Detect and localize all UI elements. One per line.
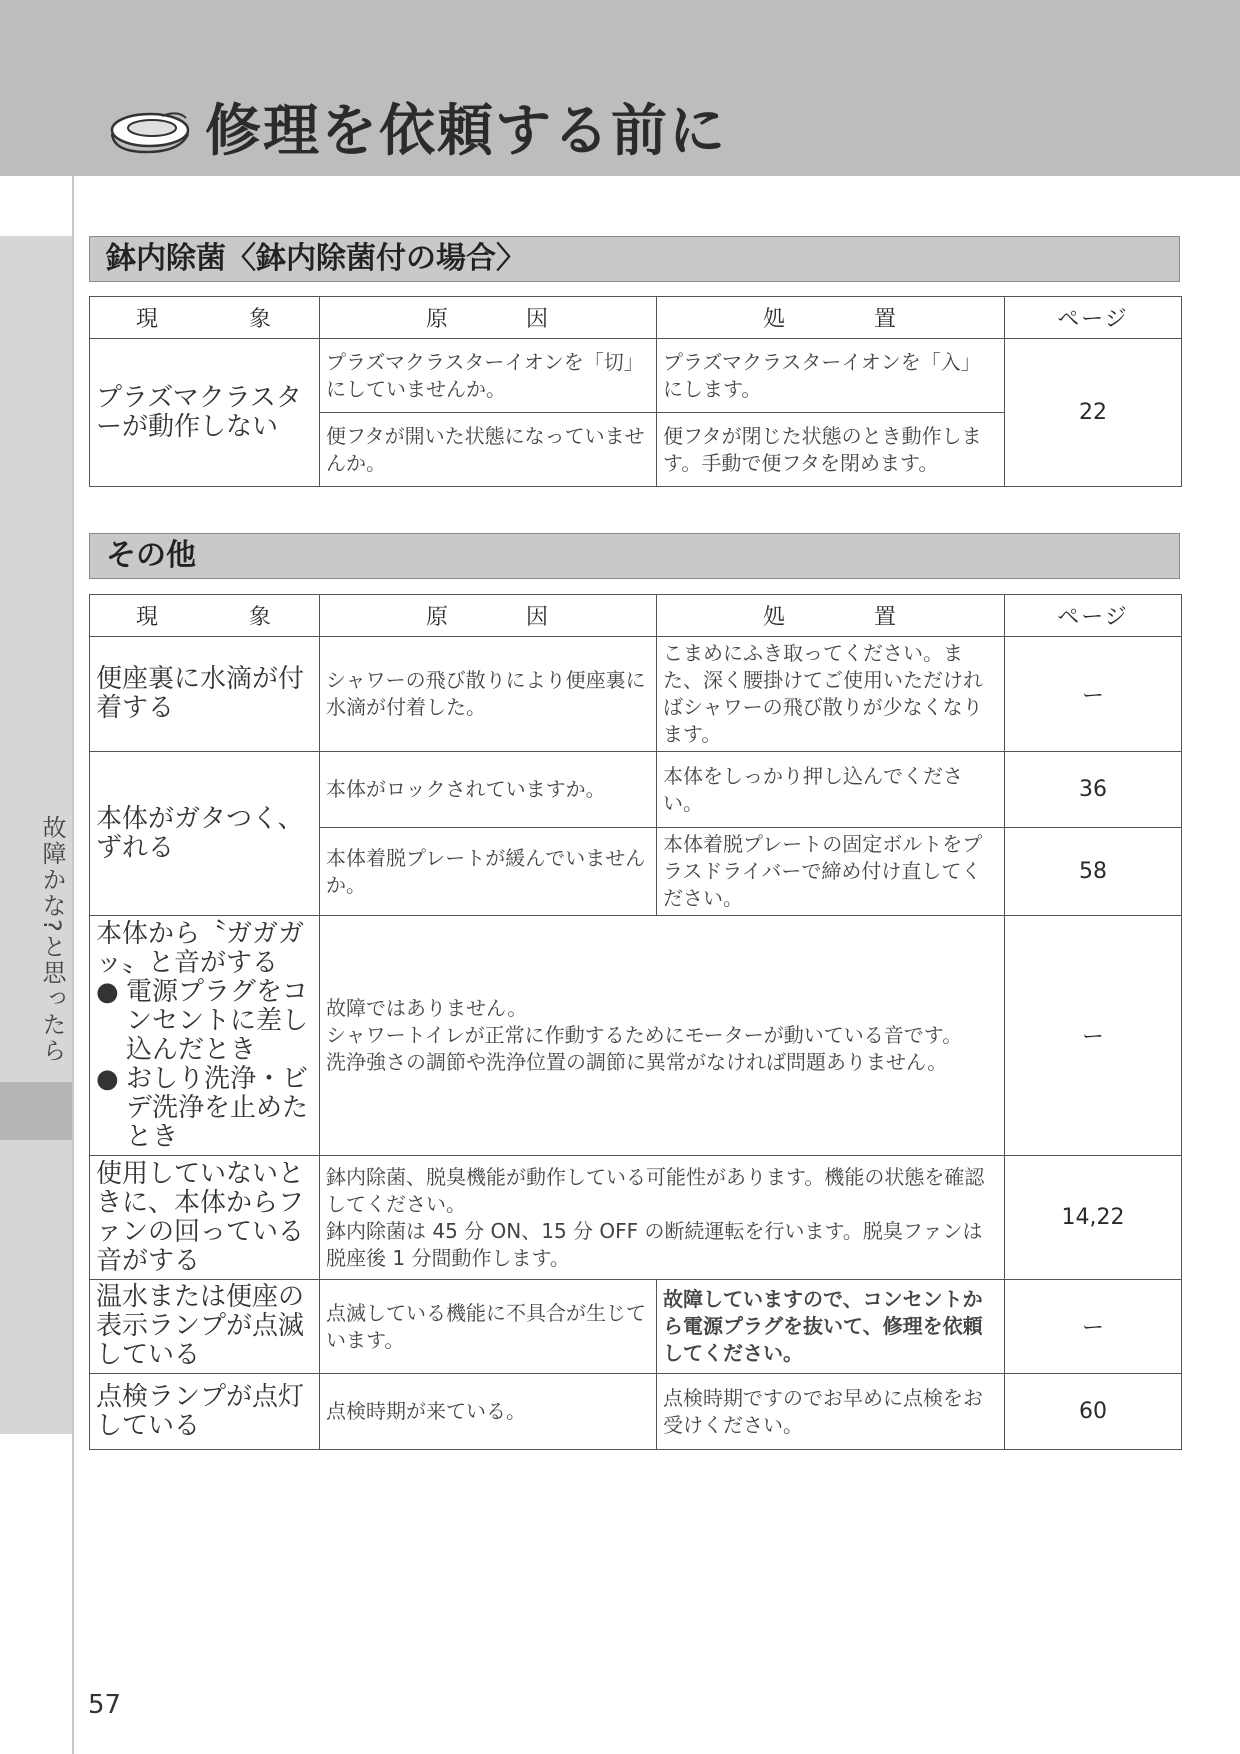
table-row	[90, 1156, 1182, 1280]
table-header-row	[90, 595, 1182, 637]
page-ref-cell: 14,22	[1005, 1156, 1182, 1280]
remedy-cell: 点検時期ですのでお早めに点検をお受けください。	[657, 1374, 1005, 1450]
symptom-text: 本体から〝ガガガッ〟と音がする	[96, 918, 305, 978]
header-symptom: 現 象	[90, 297, 320, 339]
cause-cell: 本体着脱プレートが緩んでいませんか。	[320, 828, 657, 916]
symptom-bullet	[96, 1065, 313, 1152]
combined-cell: 鉢内除菌、脱臭機能が動作している可能性があります。機能の状態を確認してください。 鉢内除菌は 45 分 ON、15 分 OFF の断続運転を行います。脱臭ファンは脱座後 1 分間動作します。	[320, 1156, 1005, 1280]
cause-cell: プラズマクラスターイオンを「切」にしていませんか。	[320, 339, 657, 413]
symptom-cell: 本体がガタつく、ずれる	[90, 752, 320, 916]
table-header-row	[90, 297, 1182, 339]
combined-cell: 故障ではありません。 シャワートイレが正常に作動するためにモーターが動いている音です。 洗浄強さの調節や洗浄位置の調節に異常がなければ問題ありません。	[320, 916, 1005, 1156]
symptom-cell: 温水または便座の表示ランプが点滅している	[90, 1280, 320, 1374]
bullet-icon: ●	[96, 1063, 119, 1094]
header-symptom: 現 象	[90, 595, 320, 637]
section-heading-plasmacluster: 鉢内除菌〈鉢内除菌付の場合〉	[89, 236, 1180, 282]
remedy-cell: プラズマクラスターイオンを「入」にします。	[657, 339, 1005, 413]
toilet-seat-icon	[102, 104, 192, 160]
cause-cell: 点滅している機能に不具合が生じています。	[320, 1280, 657, 1374]
page-title: 修理を依頼する前に	[205, 99, 727, 164]
side-index-tab-marker	[0, 1082, 72, 1140]
cause-cell: シャワーの飛び散りにより便座裏に水滴が付着した。	[320, 637, 657, 752]
header-cause: 原 因	[320, 595, 657, 637]
side-index-tab-label: 故障かな?と思ったら	[38, 815, 66, 1064]
page-ref-cell: 22	[1005, 339, 1182, 487]
cause-cell: 本体がロックされていますか。	[320, 752, 657, 828]
bullet-text: 電源プラグをコンセントに差し込んだとき	[126, 976, 309, 1065]
header-page: ページ	[1005, 297, 1182, 339]
section-heading-other: その他	[89, 533, 1180, 579]
table-row	[90, 1374, 1182, 1450]
table-row	[90, 339, 1182, 413]
header-cause: 原 因	[320, 297, 657, 339]
remedy-cell: 故障していますので、コンセントから電源プラグを抜いて、修理を依頼してください。	[657, 1280, 1005, 1374]
remedy-cell: 便フタが閉じた状態のとき動作します。手動で便フタを閉めます。	[657, 413, 1005, 487]
remedy-cell: 本体着脱プレートの固定ボルトをプラスドライバーで締め付け直してください。	[657, 828, 1005, 916]
troubleshooting-table-other	[89, 594, 1182, 1450]
page-ref-cell: 36	[1005, 752, 1182, 828]
page-ref-cell: 58	[1005, 828, 1182, 916]
header-page: ページ	[1005, 595, 1182, 637]
table-row	[90, 752, 1182, 828]
cause-cell: 点検時期が来ている。	[320, 1374, 657, 1450]
symptom-cell	[90, 916, 320, 1156]
page-ref-cell: ー	[1005, 916, 1182, 1156]
remedy-cell: こまめにふき取ってください。また、深く腰掛けてご使用いただければシャワーの飛び散りが少なくなります。	[657, 637, 1005, 752]
table-row	[90, 916, 1182, 1156]
table-row	[90, 1280, 1182, 1374]
symptom-cell: プラズマクラスターが動作しない	[90, 339, 320, 487]
troubleshooting-table-plasmacluster	[89, 296, 1182, 487]
symptom-cell: 便座裏に水滴が付着する	[90, 637, 320, 752]
margin-line	[72, 176, 74, 1754]
page-ref-cell: ー	[1005, 637, 1182, 752]
header-remedy: 処 置	[657, 297, 1005, 339]
remedy-cell: 本体をしっかり押し込んでください。	[657, 752, 1005, 828]
bullet-icon: ●	[96, 976, 119, 1007]
symptom-bullet	[96, 978, 313, 1065]
cause-cell: 便フタが開いた状態になっていませんか。	[320, 413, 657, 487]
page-number: 57	[88, 1690, 122, 1720]
symptom-cell: 点検ランプが点灯している	[90, 1374, 320, 1450]
page-ref-cell: 60	[1005, 1374, 1182, 1450]
symptom-cell: 使用していないときに、本体からファンの回っている音がする	[90, 1156, 320, 1280]
page-ref-cell: ー	[1005, 1280, 1182, 1374]
header-remedy: 処 置	[657, 595, 1005, 637]
bullet-text: おしり洗浄・ビデ洗浄を止めたとき	[126, 1063, 309, 1152]
table-row	[90, 637, 1182, 752]
